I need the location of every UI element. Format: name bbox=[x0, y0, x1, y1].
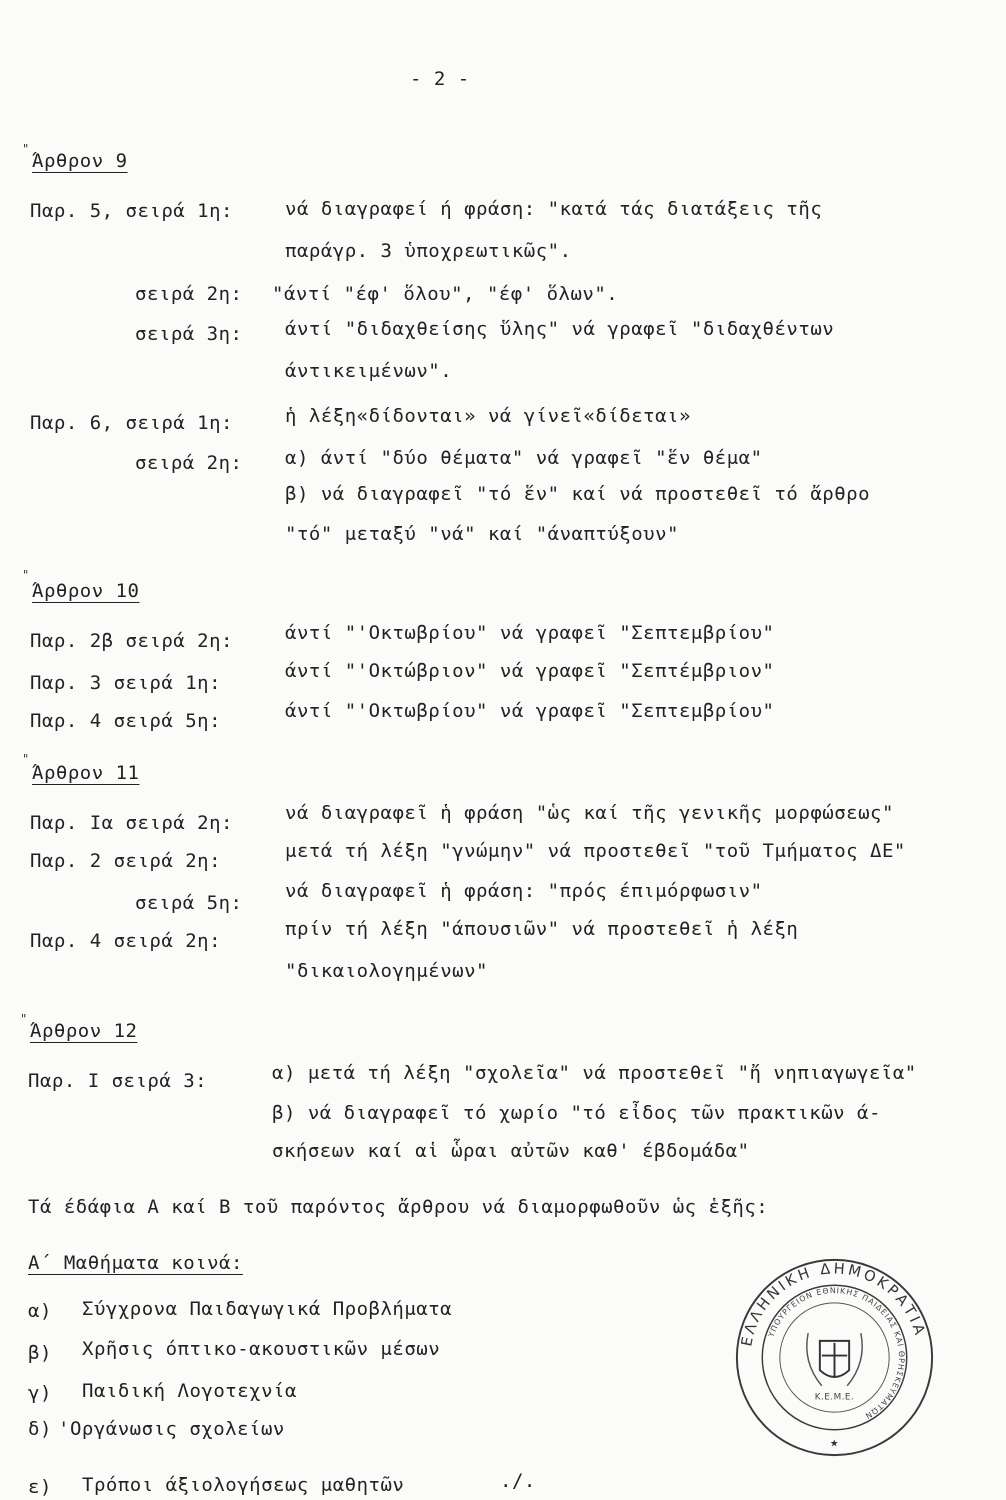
article-9-location: Παρ. 5, σειρά 1η: bbox=[30, 200, 233, 222]
article-11-heading: Άρθρον 11 bbox=[32, 762, 140, 784]
article-10-change: άντί "'Οκτωβρίου" νά γραφεῖ "Σεπτεμβρίου" bbox=[285, 700, 775, 722]
article-9-location: σειρά 2η: bbox=[135, 452, 243, 474]
list-item-marker: δ) bbox=[28, 1418, 52, 1440]
stamp-outer-text: ΕΛΛΗΝΙΚΗ ΔΗΜΟΚΡΑΤΙΑ bbox=[738, 1260, 929, 1348]
article-12-change: α) μετά τή λέξη "σχολεῖα" νά προστεθεῖ "ἤ νηπιαγωγεῖα" bbox=[272, 1062, 917, 1084]
article-9-change: νά διαγραφεί ή φράση: "κατά τάς διατάξεις τῆς bbox=[285, 198, 823, 220]
list-item: Χρῆσις όπτικο-ακουστικῶν μέσων bbox=[82, 1338, 441, 1360]
stamp-ring-text: ΥΠΟΥΡΓΕΙΟΝ ΕΘΝΙΚΗΣ ΠΑΙΔΕΙΑΣ ΚΑΙ ΘΡΗΣΚΕΥΜΑΤΩΝ bbox=[766, 1286, 907, 1421]
quote-mark: " bbox=[22, 568, 30, 582]
article-9-location: σειρά 3η: bbox=[135, 323, 243, 345]
article-9-change: ἡ λέξη«δίδονται» νά γίνεῖ«δίδεται» bbox=[285, 405, 691, 427]
continuation-mark: ./. bbox=[500, 1470, 536, 1492]
article-9-location: Παρ. 6, σειρά 1η: bbox=[30, 412, 233, 434]
article-11-location: σειρά 5η: bbox=[135, 892, 243, 914]
article-11-location: Παρ. 2 σειρά 2η: bbox=[30, 850, 222, 872]
article-9-change: α) άντί "δύο θέματα" νά γραφεῖ "ἕν θέμα" bbox=[285, 447, 763, 469]
article-11-change: πρίν τή λέξη "άπουσιῶν" νά προστεθεῖ ἡ λέξη bbox=[285, 918, 799, 940]
quote-mark: " bbox=[22, 142, 30, 156]
quote-mark: " bbox=[20, 1012, 28, 1026]
list-item-marker: ε) bbox=[28, 1476, 52, 1498]
stamp-bottom-text: Κ.Ε.Μ.Ε. bbox=[814, 1392, 855, 1403]
article-11-location: Παρ. Ια σειρά 2η: bbox=[30, 812, 233, 834]
list-item: Σύγχρονα Παιδαγωγικά Προβλήματα bbox=[82, 1298, 453, 1320]
article-11-location: Παρ. 4 σειρά 2η: bbox=[30, 930, 222, 952]
list-item: Τρόποι άξιολογήσεως μαθητῶν bbox=[82, 1474, 405, 1496]
article-12-location: Παρ. Ι σειρά 3: bbox=[28, 1070, 208, 1092]
article-12-change: β) νά διαγραφεῖ τό χωρίο "τό εἶδος τῶν πρακτικῶν ά- bbox=[272, 1102, 881, 1124]
article-12-heading: Άρθρον 12 bbox=[30, 1020, 138, 1042]
article-11-change: "δικαιολογημένων" bbox=[285, 960, 488, 982]
list-item-marker: γ) bbox=[28, 1382, 52, 1404]
article-11-change: νά διαγραφεῖ ἡ φράση "ὡς καί τῆς γενικῆς μορφώσεως" bbox=[285, 802, 894, 824]
article-10-change: άντί "'Οκτωβρίου" νά γραφεῖ "Σεπτεμβρίου" bbox=[285, 622, 775, 644]
page-number: - 2 - bbox=[410, 68, 470, 90]
article-9-change: άντικειμένων". bbox=[285, 360, 453, 382]
article-10-location: Παρ. 3 σειρά 1η: bbox=[30, 672, 222, 694]
article-9-change: β) νά διαγραφεῖ "τό ἕν" καί νά προστεθεῖ τό ἄρθρο bbox=[285, 483, 871, 505]
quote-mark: " bbox=[22, 752, 30, 766]
section-a-heading: Α΄ Μαθήματα κοινά: bbox=[28, 1252, 243, 1274]
article-9-change: "άντί "έφ' ὅλου", "έφ' ὅλων". bbox=[272, 283, 619, 305]
article-9-location: σειρά 2η: bbox=[135, 283, 243, 305]
coat-of-arms-icon bbox=[807, 1333, 862, 1386]
article-11-change: νά διαγραφεῖ ἡ φράση: "πρός έπιμόρφωσιν" bbox=[285, 880, 763, 902]
article-9-change: "τό" μεταξύ "νά" καί "άναπτύξουν" bbox=[285, 523, 679, 545]
article-11-change: μετά τή λέξη "γνώμην" νά προστεθεῖ "τοῦ Τμήματος ΔΕ" bbox=[285, 840, 906, 862]
list-item: 'Οργάνωσις σχολείων bbox=[58, 1418, 285, 1440]
article-10-location: Παρ. 4 σειρά 5η: bbox=[30, 710, 222, 732]
article-10-heading: Άρθρον 10 bbox=[32, 580, 140, 602]
article-10-change: άντί "'Οκτώβριον" νά γραφεῖ "Σεπτέμβριον" bbox=[285, 660, 775, 682]
official-stamp bbox=[732, 1255, 937, 1460]
article-9-change: άντί "διδαχθείσης ὕλης" νά γραφεῖ "διδαχθέντων bbox=[285, 318, 835, 340]
amendment-paragraph: Τά έδάφια Α καί Β τοῦ παρόντος ἄρθρου νά διαμορφωθοῦν ὡς ἑξῆς: bbox=[28, 1196, 769, 1218]
article-9-heading: Άρθρον 9 bbox=[32, 150, 128, 172]
list-item-marker: α) bbox=[28, 1300, 52, 1322]
star-icon: ★ bbox=[830, 1434, 839, 1451]
article-9-change: παράγρ. 3 ὑποχρεωτικῶς". bbox=[285, 240, 572, 262]
list-item-marker: β) bbox=[28, 1342, 52, 1364]
list-item: Παιδική Λογοτεχνία bbox=[82, 1380, 297, 1402]
article-10-location: Παρ. 2β σειρά 2η: bbox=[30, 630, 233, 652]
article-12-change: σκήσεων καί αἱ ὧραι αὐτῶν καθ' έβδομάδα" bbox=[272, 1140, 750, 1162]
